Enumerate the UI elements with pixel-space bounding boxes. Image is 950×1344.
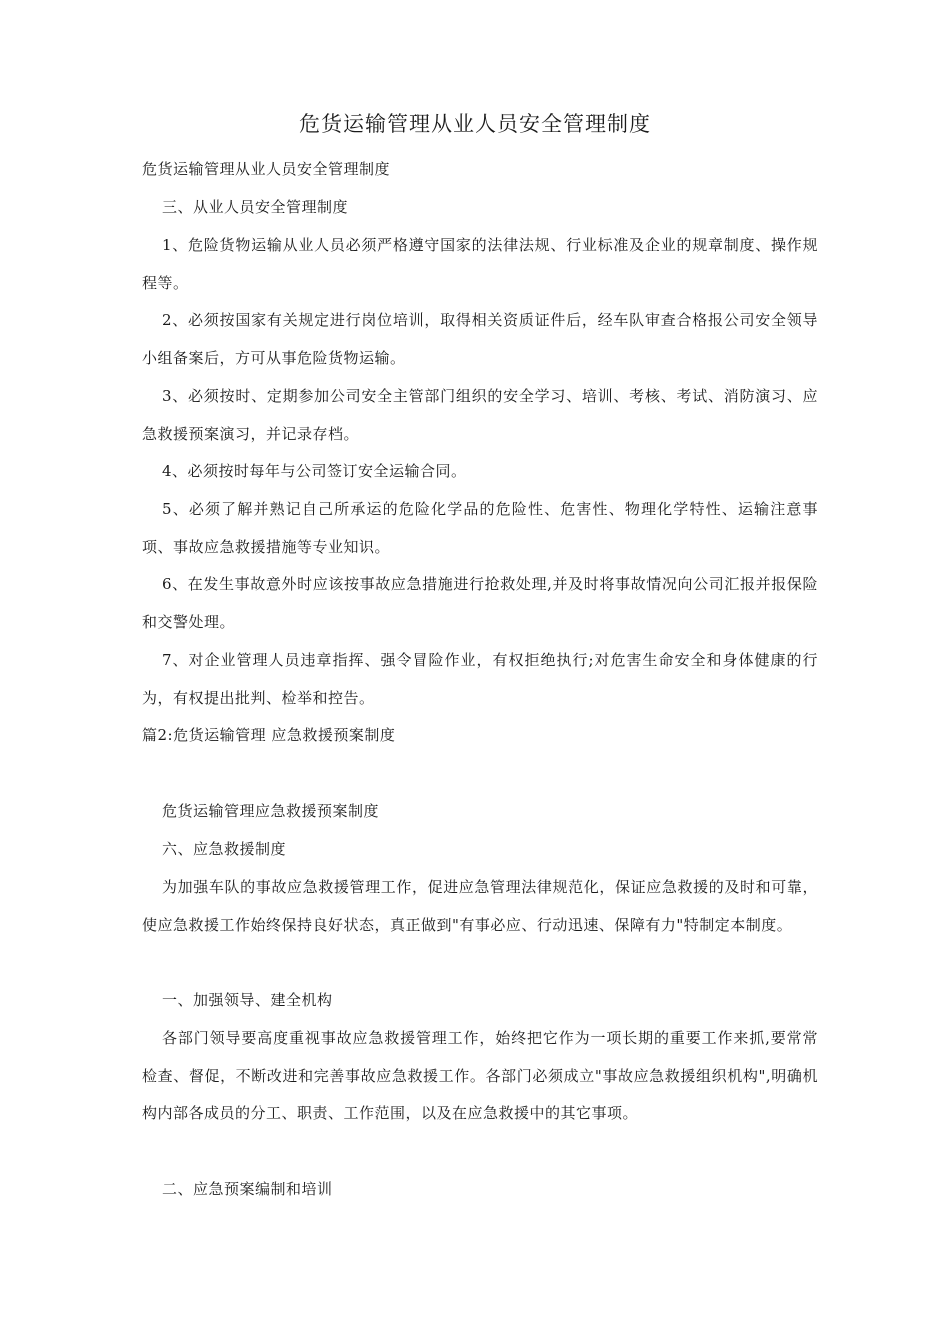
- paragraph: 5、必须了解并熟记自己所承运的危险化学品的危险性、危害性、物理化学特性、运输注意事项、事故应急救援措施等专业知识。: [142, 500, 818, 556]
- paragraph: 危货运输管理从业人员安全管理制度: [142, 160, 391, 178]
- section-heading: 三、从业人员安全管理制度: [162, 198, 349, 216]
- section-heading: 篇2:危货运输管理 应急救援预案制度: [142, 726, 396, 744]
- paragraph: 4、必须按时每年与公司签订安全运输合同。: [162, 462, 467, 480]
- paragraph: 6、在发生事故意外时应该按事故应急措施进行抢救处理,并及时将事故情况向公司汇报并报保险和交警处理。: [142, 575, 818, 631]
- section-heading: 二、应急预案编制和培训: [162, 1180, 333, 1198]
- paragraph: 为加强车队的事故应急救援管理工作，促进应急管理法律规范化，保证应急救援的及时和可靠，使应急救援工作始终保持良好状态，真正做到"有事必应、行动迅速、保障有力"特制定本制度。: [142, 878, 818, 934]
- paragraph: 各部门领导要高度重视事故应急救援管理工作，始终把它作为一项长期的重要工作来抓,要常常检查、督促，不断改进和完善事故应急救援工作。各部门必须成立"事故应急救援组织机构",明确机构内部各成员的分工、职责、工作范围，以及在应急救援中的其它事项。: [142, 1029, 818, 1122]
- paragraph: 1、危险货物运输从业人员必须严格遵守国家的法律法规、行业标准及企业的规章制度、操作规程等。: [142, 236, 818, 292]
- paragraph: 3、必须按时、定期参加公司安全主管部门组织的安全学习、培训、考核、考试、消防演习、应急救援预案演习，并记录存档。: [142, 387, 818, 443]
- section-heading: 六、应急救援制度: [162, 840, 287, 858]
- section-heading: 一、加强领导、建全机构: [162, 991, 333, 1009]
- subtitle: 危货运输管理应急救援预案制度: [162, 802, 380, 820]
- paragraph: 7、对企业管理人员违章指挥、强令冒险作业，有权拒绝执行;对危害生命安全和身体健康的行为，有权提出批判、检举和控告。: [142, 651, 818, 707]
- paragraph: 2、必须按国家有关规定进行岗位培训，取得相关资质证件后，经车队审查合格报公司安全领导小组备案后，方可从事危险货物运输。: [142, 311, 818, 367]
- document-title: 危货运输管理从业人员安全管理制度: [299, 112, 651, 136]
